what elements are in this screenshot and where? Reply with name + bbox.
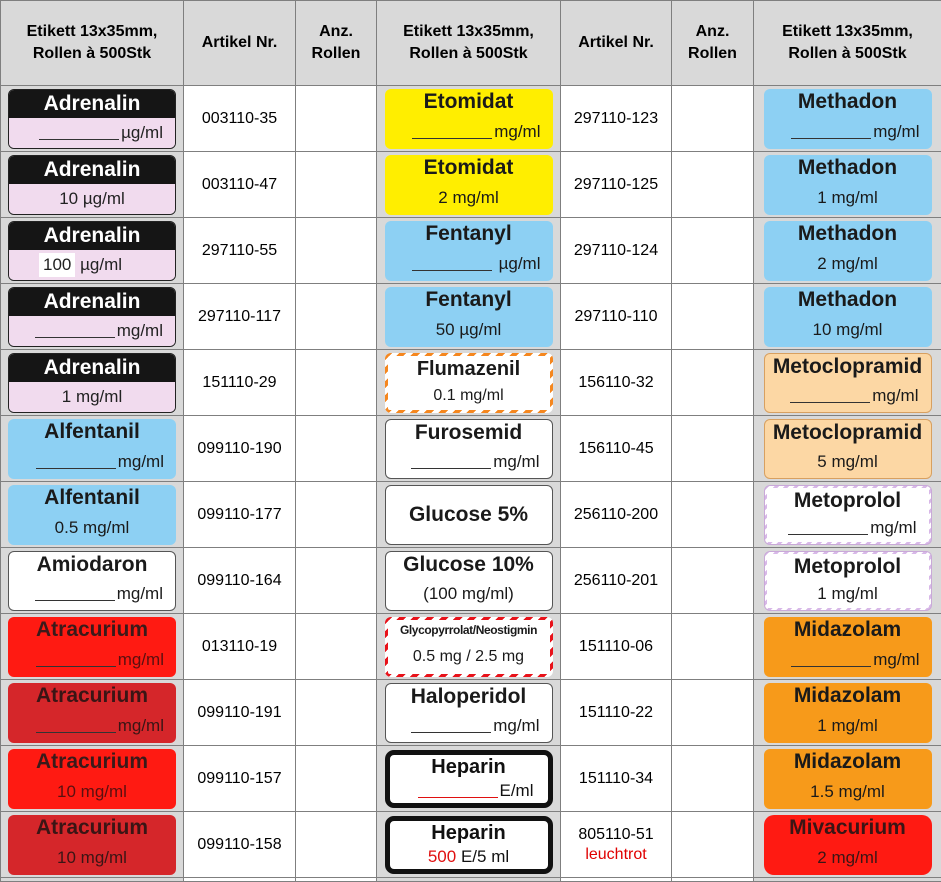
rolls-input-cell[interactable] (672, 284, 754, 350)
drug-label (764, 683, 932, 743)
drug-name: Methadon (797, 221, 898, 245)
rolls-input-cell[interactable] (296, 482, 377, 548)
drug-name: Midazolam (793, 749, 902, 773)
blank-line (791, 652, 871, 667)
table-row (1, 218, 941, 284)
blank-line (36, 652, 116, 667)
drug-label (8, 683, 176, 743)
drug-name: Flumazenil (416, 357, 521, 380)
blank-line (412, 256, 492, 271)
drug-name: Atracurium (35, 815, 149, 839)
rolls-input-cell[interactable] (296, 680, 377, 746)
drug-label (385, 816, 553, 874)
drug-name: Amiodaron (36, 552, 148, 576)
rolls-input-cell[interactable] (296, 746, 377, 812)
article-number: 805110-51 (578, 825, 654, 843)
table-row (1, 746, 941, 812)
drug-dose: mg/ml (870, 517, 917, 537)
drug-dose: 2 mg/ml (817, 847, 878, 867)
article-number: 099110-177 (184, 482, 296, 548)
header-rolls-col-1: Anz. Rollen (296, 1, 377, 86)
article-number: 297110-124 (561, 218, 672, 284)
rolls-input-cell[interactable] (672, 812, 754, 878)
article-number: 297110-55 (184, 218, 296, 284)
drug-label (764, 89, 932, 149)
article-number: 099110-158 (184, 812, 296, 878)
drug-name: Glucose 10% (403, 552, 534, 576)
drug-label (8, 221, 176, 281)
article-note: leuchtrot (585, 845, 647, 863)
drug-name: Adrenalin (9, 288, 175, 316)
rolls-input-cell[interactable] (672, 482, 754, 548)
table-row (1, 284, 941, 350)
drug-name: Fentanyl (425, 287, 512, 311)
drug-dose: 5 mg/ml (817, 451, 878, 471)
rolls-input-cell[interactable] (296, 614, 377, 680)
drug-dose: 1.5 mg/ml (810, 781, 885, 801)
drug-dose: 1 mg/ml (817, 583, 878, 603)
article-number: 297110-123 (561, 86, 672, 152)
drug-name: Fentanyl (425, 221, 512, 245)
header-article-col-1: Artikel Nr. (184, 1, 296, 86)
blank-line (411, 718, 491, 733)
rolls-input-cell[interactable] (672, 218, 754, 284)
drug-name: Atracurium (35, 749, 149, 773)
drug-label (385, 287, 553, 347)
drug-label (764, 155, 932, 215)
article-number: 156110-45 (561, 416, 672, 482)
article-number: 256110-201 (561, 548, 672, 614)
rolls-input-cell[interactable] (296, 812, 377, 878)
drug-label (8, 815, 176, 875)
drug-dose: mg/ml (117, 451, 164, 471)
drug-dose: mg/ml (872, 385, 919, 405)
table-row (1, 548, 941, 614)
drug-label (764, 353, 932, 413)
drug-name: Metoprolol (793, 554, 902, 578)
blank-line (36, 718, 116, 733)
header-row (1, 1, 941, 86)
drug-name: Atracurium (35, 617, 149, 641)
drug-dose: E/ml (499, 780, 534, 800)
drug-label (764, 221, 932, 281)
rolls-input-cell[interactable] (672, 548, 754, 614)
table-row (1, 482, 941, 548)
drug-name: Midazolam (793, 617, 902, 641)
drug-dose: 2 mg/ml (817, 253, 878, 273)
drug-dose: mg/ml (493, 715, 540, 735)
article-number: 297110-110 (561, 284, 672, 350)
rolls-input-cell[interactable] (672, 350, 754, 416)
drug-label (385, 683, 553, 743)
drug-label (385, 353, 553, 413)
drug-name: Glucose 5% (408, 502, 529, 526)
drug-label (764, 551, 932, 611)
drug-dose: 50 µg/ml (435, 319, 502, 339)
header-label-col-3: Etikett 13x35mm, Rollen à 500Stk (754, 1, 941, 86)
article-number: 151110-34 (561, 746, 672, 812)
drug-name: Methadon (797, 155, 898, 179)
drug-dose: µg/ml (80, 254, 123, 274)
drug-label (385, 419, 553, 479)
drug-name: Metoclopramid (772, 420, 923, 444)
article-number: 099110-164 (184, 548, 296, 614)
drug-dose: 0.1 mg/ml (433, 386, 504, 404)
drug-label (385, 750, 553, 808)
blank-line (412, 124, 492, 139)
drug-name: Alfentanil (44, 419, 140, 443)
drug-dose: 1 mg/ml (9, 382, 175, 412)
drug-dose: mg/ml (873, 649, 920, 669)
drug-dose: (100 mg/ml) (423, 583, 514, 603)
drug-label (8, 749, 176, 809)
article-number: 003110-35 (184, 86, 296, 152)
blank-line (411, 454, 491, 469)
header-rolls-col-2: Anz. Rollen (672, 1, 754, 86)
drug-name: Adrenalin (9, 354, 175, 382)
drug-label (764, 617, 932, 677)
drug-label (8, 155, 176, 215)
drug-name: Heparin (431, 755, 506, 778)
drug-dose: mg/ml (494, 121, 541, 141)
drug-label (8, 485, 176, 545)
table-row (1, 86, 941, 152)
drug-label (764, 749, 932, 809)
drug-dose: 0.5 mg / 2.5 mg (412, 647, 525, 665)
article-number: 151110-29 (184, 350, 296, 416)
rolls-input-cell[interactable] (296, 284, 377, 350)
blank-line (790, 388, 870, 403)
drug-name: Furosemid (414, 420, 523, 444)
drug-dose: 2 mg/ml (438, 187, 499, 207)
blank-line (418, 783, 498, 798)
rolls-input-cell[interactable] (672, 746, 754, 812)
table-row (1, 680, 941, 746)
drug-name: Haloperidol (410, 684, 527, 708)
drug-label (8, 287, 176, 347)
drug-label (8, 353, 176, 413)
rolls-input-cell[interactable] (296, 152, 377, 218)
drug-dose: µg/ml (498, 253, 541, 273)
header-label-col-2: Etikett 13x35mm, Rollen à 500Stk (377, 1, 561, 86)
rolls-input-cell[interactable] (296, 416, 377, 482)
drug-label (764, 287, 932, 347)
drug-name: Etomidat (423, 155, 514, 179)
rolls-input-cell[interactable] (672, 614, 754, 680)
article-number: 099110-157 (184, 746, 296, 812)
drug-name: Metoprolol (793, 488, 902, 512)
drug-name: Etomidat (423, 89, 514, 113)
header-article-col-2: Artikel Nr. (561, 1, 672, 86)
drug-dose: 0.5 mg/ml (54, 517, 130, 537)
drug-dose: mg/ml (116, 320, 163, 340)
drug-dose: 10 mg/ml (812, 319, 883, 339)
blank-line (35, 586, 115, 601)
article-number: 099110-190 (184, 416, 296, 482)
rolls-input-cell[interactable] (296, 86, 377, 152)
table-row (1, 812, 941, 878)
drug-name: Heparin (431, 821, 506, 844)
drug-name: Midazolam (793, 683, 902, 707)
drug-label (385, 89, 553, 149)
drug-label (8, 617, 176, 677)
drug-name: Methadon (797, 287, 898, 311)
drug-name: Methadon (797, 89, 898, 113)
rolls-input-cell[interactable] (672, 152, 754, 218)
drug-name: Metoclopramid (772, 354, 923, 378)
drug-name: Adrenalin (9, 90, 175, 118)
blank-line (36, 454, 116, 469)
drug-dose: mg/ml (493, 451, 540, 471)
article-number: 151110-22 (561, 680, 672, 746)
drug-dose: 10 mg/ml (57, 781, 127, 801)
table-row (1, 614, 941, 680)
table-row (1, 152, 941, 218)
drug-label (764, 419, 932, 479)
drug-name: Adrenalin (9, 222, 175, 250)
drug-name: Adrenalin (9, 156, 175, 184)
blank-line (788, 520, 868, 535)
rolls-input-cell[interactable] (296, 548, 377, 614)
rolls-input-cell[interactable] (296, 218, 377, 284)
drug-name: Glycopyrrolat/Neostigmin (399, 622, 538, 637)
drug-name: Atracurium (35, 683, 149, 707)
drug-dose: 10 mg/ml (57, 847, 127, 867)
drug-label (385, 221, 553, 281)
drug-name: Mivacurium (789, 815, 906, 839)
blank-line (791, 124, 871, 139)
drug-dose: E/5 ml (460, 846, 510, 866)
table-row-partial (1, 878, 941, 882)
drug-dose: mg/ml (116, 583, 163, 603)
article-number: 297110-125 (561, 152, 672, 218)
header-label-col-1: Etikett 13x35mm, Rollen à 500Stk (1, 1, 184, 86)
blank-line (39, 125, 119, 140)
drug-dose: mg/ml (117, 649, 164, 669)
drug-label (764, 485, 932, 545)
drug-label (8, 419, 176, 479)
drug-dose-value: 100 (39, 253, 75, 277)
drug-label (764, 815, 932, 875)
drug-label (385, 155, 553, 215)
drug-label (385, 617, 553, 677)
article-number: 297110-117 (184, 284, 296, 350)
article-number: 156110-32 (561, 350, 672, 416)
drug-dose-value: 500 (427, 846, 457, 866)
drug-dose: µg/ml (121, 122, 163, 142)
drug-label (8, 89, 176, 149)
drug-dose: 1 mg/ml (817, 715, 878, 735)
rolls-input-cell[interactable] (672, 86, 754, 152)
rolls-input-cell[interactable] (296, 350, 377, 416)
article-number: 256110-200 (561, 482, 672, 548)
article-number: 151110-06 (561, 614, 672, 680)
rolls-input-cell[interactable] (672, 416, 754, 482)
drug-label (385, 485, 553, 545)
article-number: 013110-19 (184, 614, 296, 680)
drug-dose: mg/ml (117, 715, 164, 735)
drug-name: Alfentanil (44, 485, 140, 509)
table-row (1, 416, 941, 482)
rolls-input-cell[interactable] (672, 680, 754, 746)
article-number: 003110-47 (184, 152, 296, 218)
drug-label (8, 551, 176, 611)
drug-dose: mg/ml (873, 121, 920, 141)
drug-dose: 1 mg/ml (817, 187, 878, 207)
drug-label (385, 551, 553, 611)
blank-line (35, 323, 115, 338)
table-row (1, 350, 941, 416)
drug-dose: 10 µg/ml (9, 184, 175, 214)
article-number: 099110-191 (184, 680, 296, 746)
